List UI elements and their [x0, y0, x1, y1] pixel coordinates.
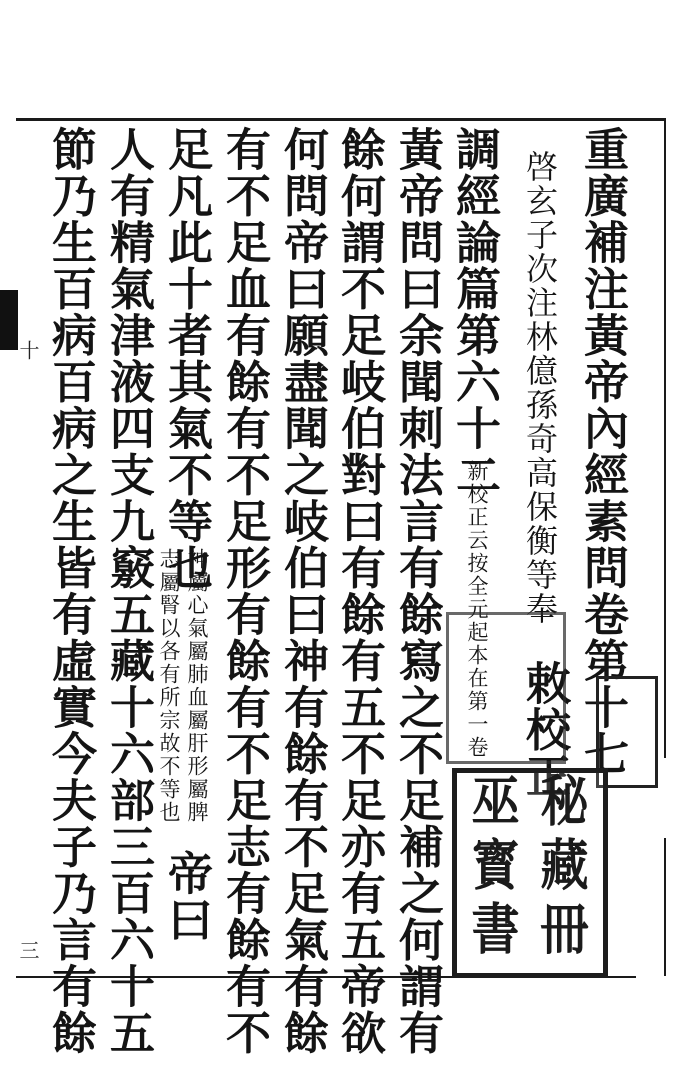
chapter-title: 調經論篇第六十二 [448, 126, 501, 498]
text-column-2: 餘何謂不足岐伯對曰有餘有五不足亦有五帝欲 [333, 126, 386, 1056]
gutter-mark-2: 三 [16, 940, 40, 960]
frame-top-rule [16, 118, 666, 121]
collector-seal-stamp [452, 768, 608, 978]
gutter-mark-1: 十 [16, 340, 40, 360]
text-column-5-tail: 帝曰 [160, 850, 213, 943]
frame-right-rule-lower [664, 838, 666, 976]
commentary-col-2: 志屬腎以各有所宗故不等也 [157, 548, 181, 824]
text-column-1: 黃帝問曰余聞刺法言有餘寫之不足補之何謂有 [391, 126, 444, 1056]
commentary-col-1: 神屬心氣屬肺血屬肝形屬脾 [185, 548, 209, 824]
text-column-7: 節乃生百病百病之生皆有虛實今夫子乃言有餘 [44, 126, 97, 1056]
seal-char-1: 巫 [471, 769, 520, 835]
text-column-5: 足凡此十者其氣不等也 [160, 126, 213, 591]
author-line-tail: 敕校正 [518, 660, 571, 800]
seal-char-4: 藏 [540, 833, 589, 899]
text-column-6: 人有精氣津液四支九竅五藏十六部三百六十五 [102, 126, 155, 1056]
faint-seal-impression [446, 612, 566, 764]
text-column-4: 有不足血有餘有不足形有餘有不足志有餘有不 [218, 126, 271, 1056]
title-line: 重廣補注黃帝內經素問卷第十七 [576, 126, 629, 777]
seal-char-3: 寳 [471, 833, 520, 899]
seal-char-2: 秘 [540, 769, 589, 835]
author-line: 啓玄子次注林億孫奇高保衡等奉 [521, 150, 559, 626]
chapter-note-col-a: 新校正云按全元起本在第一卷 [465, 460, 489, 759]
seal-char-5: 書 [471, 897, 520, 963]
seal-char-6: 冊 [540, 897, 589, 963]
frame-right-rule [664, 118, 666, 758]
text-column-3: 何問帝曰願盡聞之岐伯曰神有餘有不足氣有餘 [276, 126, 329, 1056]
